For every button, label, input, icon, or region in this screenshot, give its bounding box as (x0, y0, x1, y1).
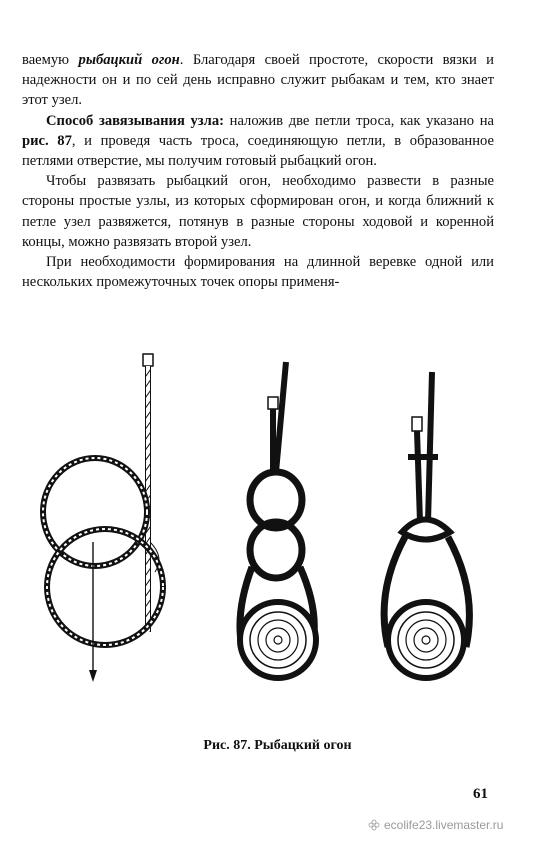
p1-term: рыбацкий огон (78, 52, 180, 68)
flower-icon (368, 819, 380, 831)
watermark (368, 818, 503, 832)
knot-figure (30, 342, 500, 702)
watermark-text: ecolife23.livemaster.ru (384, 818, 504, 832)
p2-heading: Способ завязывания узла: (46, 112, 224, 129)
paragraph-4: При необходимости формирования на длинной веревке одной или нескольких промежуточных точек опоры применя- (22, 254, 494, 291)
p2-mid: наложив две петли троса, как указано на (224, 112, 494, 129)
tightened-knot-illustration (384, 372, 469, 678)
page-number: 61 (473, 786, 488, 802)
rope-loops-illustration (43, 354, 163, 682)
paragraph-2 (22, 111, 494, 172)
paragraph-3: Чтобы развязать рыбацкий огон, необходимо развести в разные стороны простые узлы, из которых сформирован огон, и когда ближний к петле узел развяжется, потянув в разные стороны ходовой и коренной концы, можно развязать второй узел. (22, 173, 494, 250)
figure-caption: Рис. 87. Рыбацкий огон (203, 738, 352, 753)
body-text (22, 50, 494, 292)
p2-suffix: , и проведя часть троса, соединяющую петли, в образованное петлями отверстие, мы получим готовый рыбацкий огон. (22, 132, 494, 170)
knot-with-thimble-illustration (240, 362, 316, 678)
p1-prefix: ваемую (22, 52, 79, 68)
p1-suffix: . Благодаря своей простоте, скорости вязки и надежности он и по сей день исправно служит рыбакам и тем, кто знает этот узел. (22, 52, 494, 109)
paragraph-1 (22, 50, 494, 111)
p2-figure-ref: рис. 87 (22, 132, 72, 149)
